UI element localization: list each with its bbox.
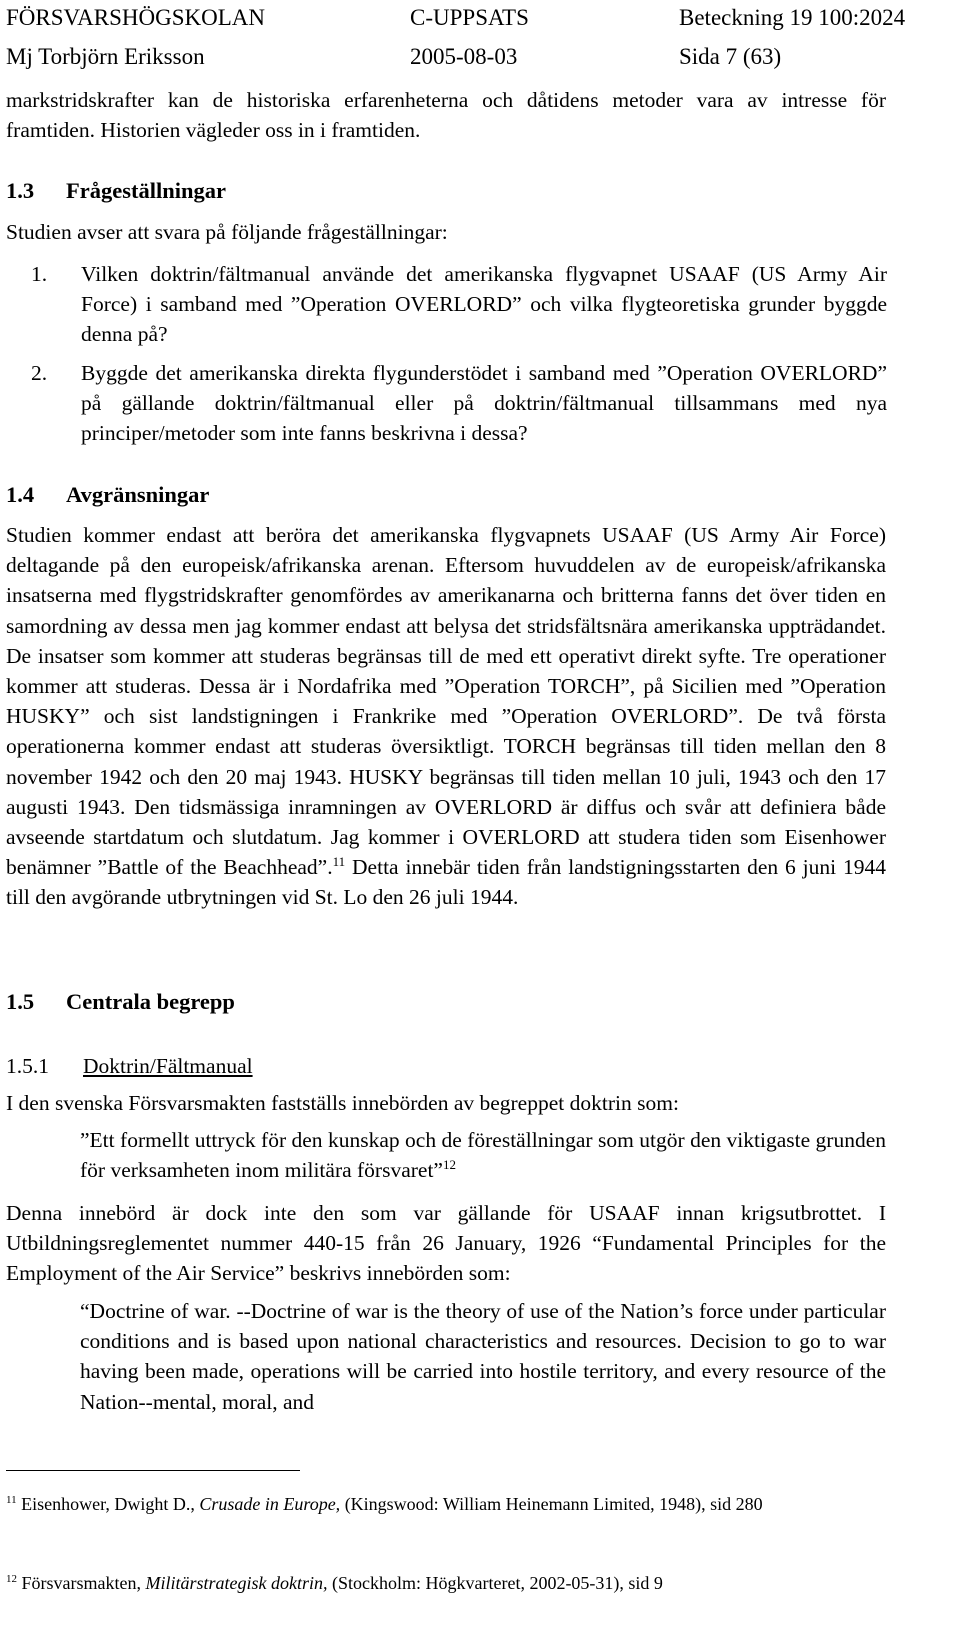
footnote-ref[interactable]: 12: [442, 1157, 456, 1173]
section-1-5-1-intro: I den svenska Försvarsmakten fastställs innebörden av begreppet doktrin som:: [6, 1091, 679, 1115]
question-item-1: [31, 259, 887, 350]
footnote-title: Militärstrategisk doktrin,: [145, 1573, 328, 1593]
question-item-2: [31, 358, 887, 449]
quote-text: ”Ett formellt uttryck för den kunskap och de föreställningar som utgör den viktigaste grunden för verksamheten inom militära försvaret”: [80, 1128, 886, 1183]
header-designation: Beteckning 19 100:2024: [679, 5, 906, 30]
header-school: FÖRSVARSHÖGSKOLAN: [6, 5, 266, 30]
section-heading-1-5-1: [6, 1056, 253, 1078]
footnote-text: Försvarsmakten,: [21, 1573, 146, 1593]
doctrine-quote-english: “Doctrine of war. --Doctrine of war is the theory of use of the Nation’s force under particular conditions and is based upon national characteristics and resources. Decision to go to war having been made, operations will be carried into hostile territory, and every resource of the Nation--mental, moral, and: [80, 1299, 886, 1414]
header-date: 2005-08-03: [410, 44, 518, 69]
question-text: Vilken doktrin/fältmanual använde det amerikanska flygvapnet USAAF (US Army Air Force) i samband med ”Operation OVERLORD” och vilka flygteoretiska grunder byggde denna på?: [81, 262, 887, 347]
section-number: 1.5.1: [6, 1054, 49, 1078]
section-title: Centrala begrepp: [66, 989, 235, 1014]
section-number: 1.4: [6, 482, 35, 507]
intro-paragraph: markstridskrafter kan de historiska erfarenheterna och dåtidens metoder vara av intresse för framtiden. Historien vägleder oss in i framtiden.: [6, 88, 886, 143]
body-text-continued: Detta innebär tiden från landstigningsstarten den 6 juni 1944 till den avgörande utbrytningen vid St. Lo den 26 juli 1944.: [6, 855, 886, 910]
footnote-text-after: (Stockholm: Högkvarteret, 2002-05-31), sid 9: [327, 1573, 663, 1593]
header-author: Mj Torbjörn Eriksson: [6, 44, 205, 69]
section-title: Avgränsningar: [66, 482, 210, 507]
question-number: 2.: [31, 361, 48, 385]
section-heading-1-4: [6, 484, 209, 507]
section-number: 1.3: [6, 178, 35, 203]
section-title: Frågeställningar: [66, 178, 226, 203]
section-number: 1.5: [6, 989, 35, 1014]
footnote-12: [6, 1572, 886, 1595]
footnote-text-after: (Kingswood: William Heinemann Limited, 1948), sid 280: [340, 1494, 763, 1514]
header-document-type: C-UPPSATS: [410, 5, 529, 30]
body-text: Studien kommer endast att beröra det amerikanska flygvapnets USAAF (US Army Air Force) deltagande på den europeisk/afrikanska arenan. Eftersom huvuddelen av de europeisk/afrikanska insatserna med flygstridskrafter genomfördes av amerikanarna och britterna fanns det över tiden en samordning av dessa men jag kommer endast att belysa det stridsfältsnära amerikanska uppträdandet. De insatser som kommer att studeras begränsas till de med ett operativt direkt syfte. Tre operationer kommer att studeras. Dessa är i Nordafrika med ”Operation TORCH”, på Sicilien med ”Operation HUSKY” och sist landstigningen i Frankrike med ”Operation OVERLORD”. De två första operationerna kommer endast att studeras översiktligt. TORCH begränsas till tiden mellan den 8 november 1942 och den 20 maj 1943. HUSKY begränsas till tiden mellan 10 juli, 1943 och den 17 augusti 1943. Den tidsmässiga inramningen av OVERLORD är diffus och svår att definiera både avseende startdatum och slutdatum. Jag kommer i OVERLORD att studera tiden som Eisenhower benämner ”Battle of the Beachhead”.: [6, 523, 886, 880]
footnote-text: Eisenhower, Dwight D.,: [21, 1494, 200, 1514]
doctrine-quote-swedish: [80, 1125, 886, 1185]
footnote-ref[interactable]: 11: [332, 854, 346, 870]
footnote-title: Crusade in Europe,: [199, 1494, 341, 1514]
section-1-4-body: [6, 520, 886, 913]
section-title: Doktrin/Fältmanual: [83, 1054, 253, 1078]
footnote-number: 11: [6, 1494, 17, 1506]
section-1-3-lead: Studien avser att svara på följande frågeställningar:: [6, 220, 448, 244]
question-text: Byggde det amerikanska direkta flygunderstödet i samband med ”Operation OVERLORD” på gällande doktrin/fältmanual eller på doktrin/fältmanual tillsammans med nya principer/metoder som inte fanns beskrivna i dessa?: [81, 361, 887, 446]
section-1-5-1-paragraph: Denna innebörd är dock inte den som var gällande för USAAF innan krigsutbrottet. I Utbildningsreglementet nummer 440-15 från 26 January, 1926 “Fundamental Principles for the Employment of the Air Service” beskrivs innebörden som:: [6, 1201, 886, 1286]
section-heading-1-5: [6, 991, 235, 1014]
header-page-number: Sida 7 (63): [679, 44, 782, 69]
question-number: 1.: [31, 262, 48, 286]
footnote-11: [6, 1493, 886, 1516]
section-heading-1-3: [6, 180, 226, 203]
footnote-separator: [6, 1470, 300, 1471]
footnote-number: 12: [6, 1573, 17, 1585]
